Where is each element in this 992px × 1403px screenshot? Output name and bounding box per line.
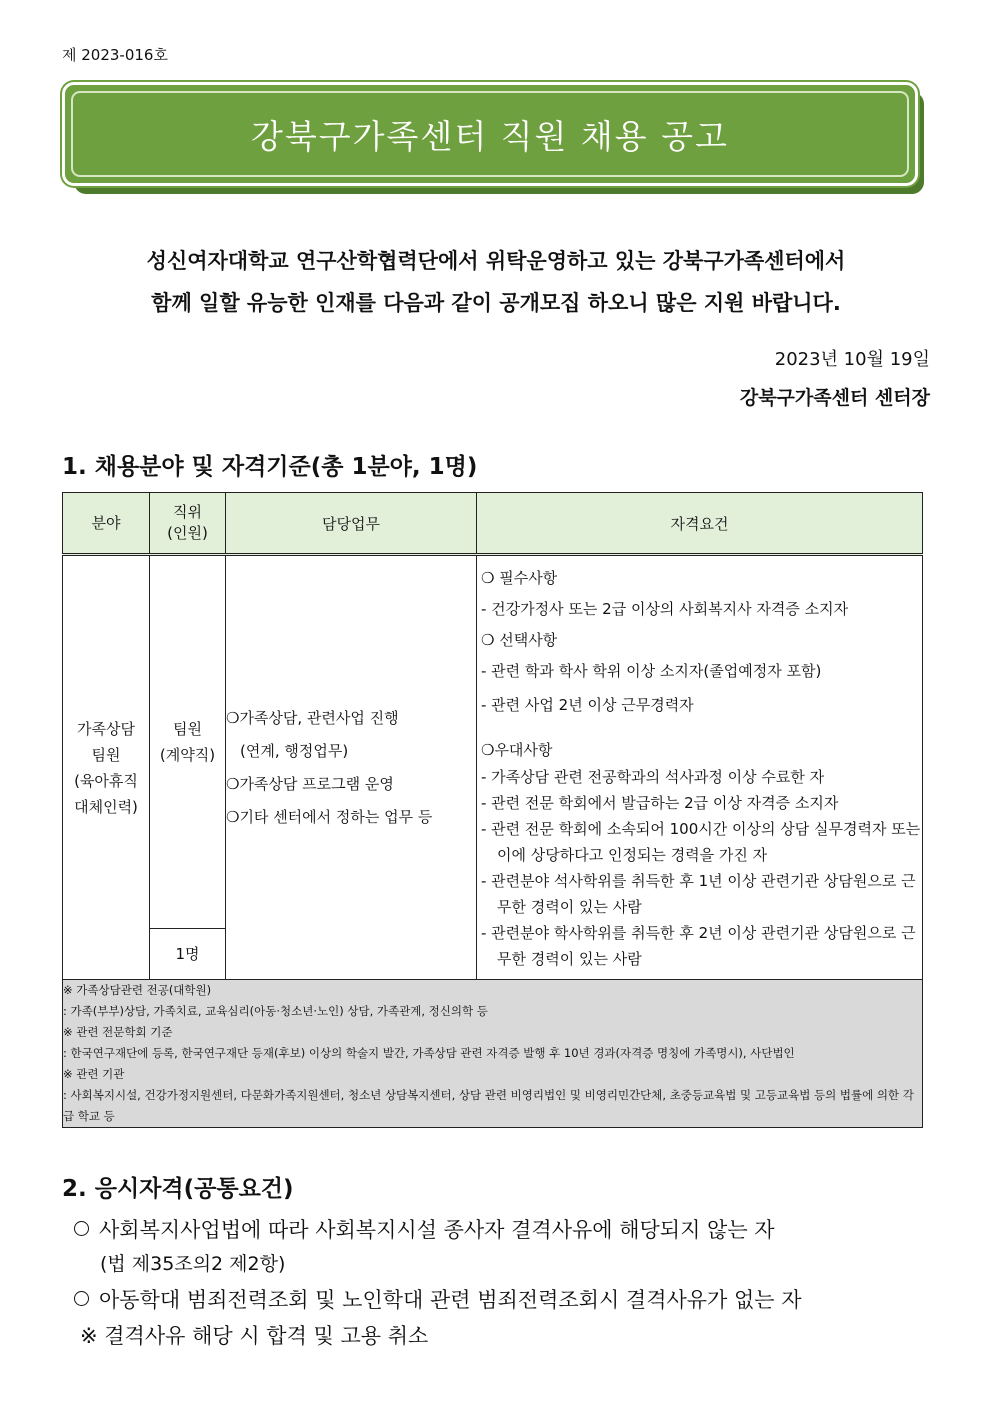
intro-text [60,240,932,324]
intro-line: 함께 일할 유능한 인재를 다음과 같이 공개모집 하오니 많은 지원 바랍니다. [151,291,841,315]
circle-bullet-icon [74,1291,89,1306]
optional-item: - 관련 사업 2년 이상 근무경력자 [481,695,694,714]
intro-line: 성신여자대학교 연구산학협력단에서 위탁운영하고 있는 강북구가족센터에서 [146,249,846,273]
requirement-item: 사회복지사업법에 따라 사회복지시설 종사자 결격사유에 해당되지 않는 자 [74,1214,775,1244]
table-notes-row [63,980,923,1128]
required-item: - 건강가정사 또는 2급 이상의 사회복지사 자격증 소지자 [481,599,849,618]
issuer: 강북구가족센터 센터장 [739,387,930,409]
optional-item: - 관련 학과 학사 학위 이상 소지자(졸업예정자 포함) [481,661,822,680]
section-2-title: 2. 응시자격(공통요건) [62,1176,294,1202]
section-1-title: 1. 채용분야 및 자격기준(총 1분야, 1명) [62,454,478,480]
recruitment-table [62,492,923,1128]
table-row [63,555,923,929]
required-title: ❍ 필수사항 [481,568,558,587]
header-position-label: 직위 (인원) [167,503,208,542]
requirement-subnote: (법 제35조의2 제2항) [100,1253,286,1275]
table-header-row [63,493,923,555]
header-duties: 담당업무 [226,493,477,555]
circle-bullet-icon [74,1221,89,1236]
disqualification-note: ※ 결격사유 해당 시 합격 및 고용 취소 [80,1324,429,1348]
optional-title: ❍ 선택사항 [481,630,558,649]
qualifications-cell [477,555,923,980]
preferred-item: - 관련 전문 학회에서 발급하는 2급 이상 자격증 소지자 [481,793,839,812]
page-title: 강북구가족센터 직원 채용 공고 [251,116,729,156]
document-number: 제 2023-016호 [62,46,168,64]
preferred-item: - 관련 전문 학회에 소속되어 100시간 이상의 상담 실무경력자 또는 이에 상당하다고 인정되는 경력을 가진 자 [481,819,921,864]
headcount-cell: 1명 [150,929,226,980]
title-banner [62,82,918,186]
position-cell: 팀원 (계약직) [150,555,226,929]
preferred-item: - 관련분야 석사학위를 취득한 후 1년 이상 관련기관 상담원으로 근무한 경력이 있는 사람 [481,871,916,916]
header-qualifications: 자격요건 [477,493,923,555]
duties-cell: ❍가족상담, 관련사업 진행 (연계, 행정업무) ❍가족상담 프로그램 운영 ❍기타 센터에서 정하는 업무 등 [226,555,477,980]
preferred-item: - 관련분야 학사학위를 취득한 후 2년 이상 관련기관 상담원으로 근무한 경력이 있는 사람 [481,923,916,968]
table-notes: ※ 가족상담관련 전공(대학원) : 가족(부부)상담, 가족치료, 교육심리(아동·청소년·노인) 상담, 가족관계, 정신의학 등 ※ 관련 전문학회 기준 : 한국연구재단에 등록, 한국연구재단 등재(후보) 이상의 학술지 발간, 가족상담 관련 자격증 발행 후 10년 경과(자격증 명칭에 가족명시), 사단법인 ※ 관련 기관 : 사회복지시설, 건강가정지원센터, 다문화가족지원센터, 청소년 상담복지센터, 상담 관련 비영리법인 및 비영리민간단체, 초중등교육법 및 고등교육법 등의 법률에 의한 각급 학교 등 [63,980,923,1128]
preferred-item: - 가족상담 관련 전공학과의 석사과정 이상 수료한 자 [481,767,825,786]
requirement-item: 아동학대 범죄전력조회 및 노인학대 관련 범죄전력조회시 결격사유가 없는 자 [74,1284,802,1314]
field-cell: 가족상담 팀원 (육아휴직 대체인력) [63,555,150,980]
header-position [150,493,226,555]
header-field: 분야 [63,493,150,555]
preferred-title: ❍우대사항 [481,740,553,759]
announcement-date: 2023년 10월 19일 [774,349,930,370]
